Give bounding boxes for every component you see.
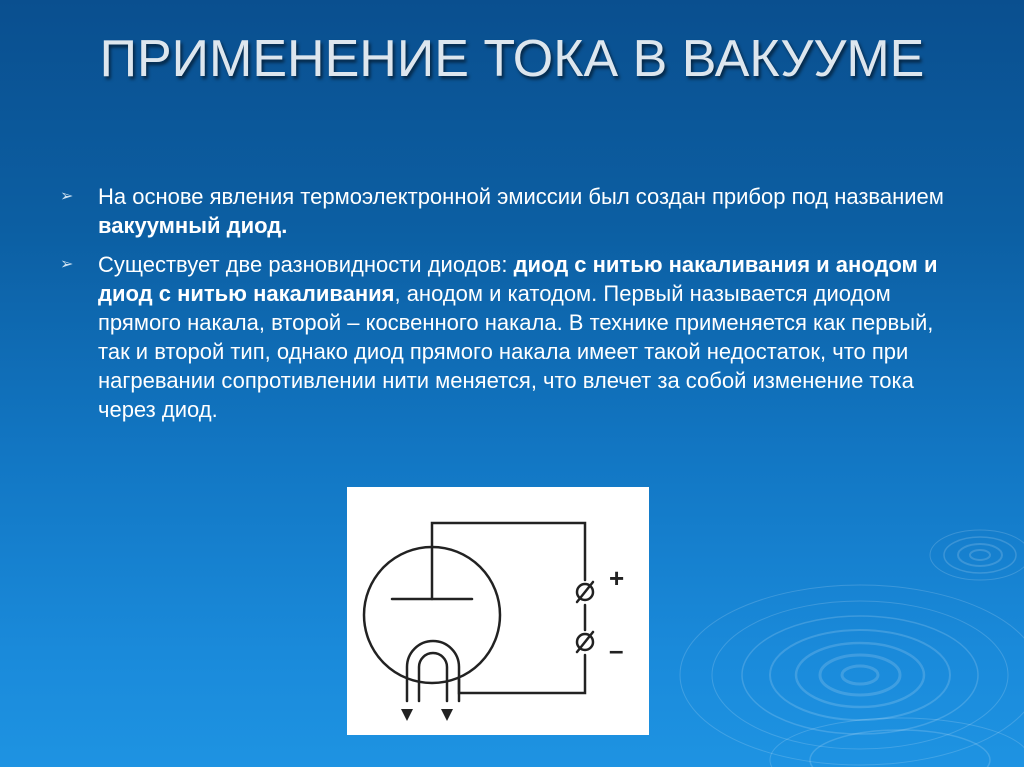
slide-title: ПРИМЕНЕНИЕ ТОКА В ВАКУУМЕ (99, 30, 925, 88)
bullet-item (60, 182, 960, 240)
arrow-down-icon (441, 709, 453, 721)
cathode-wire-icon (459, 655, 585, 693)
filament-inner-icon (419, 653, 447, 701)
bullet-text: На основе явления термоэлектронной эмиссии был создан прибор под названием (98, 184, 944, 209)
bullet-item (60, 250, 960, 424)
arrow-down-icon (401, 709, 413, 721)
bullet-bold-text: диод с нитью накаливания и анодом и диод с нитью накаливания (98, 252, 938, 306)
arrow-bullet-icon: ➢ (60, 256, 74, 273)
minus-label: – (609, 635, 624, 665)
filament-icon (407, 641, 459, 701)
bullet-list (60, 182, 960, 434)
bullet-text: , анодом и катодом. Первый называется диодом прямого накала, второй – косвенного накала. В технике применяется как первый, так и второй тип, однако диод прямого накала имеет такой недостаток, что при нагревании сопротивлении нити меняется, что влечет за собой изменение тока через диод. (98, 281, 934, 422)
plus-label: + (609, 563, 625, 593)
arrow-bullet-icon: ➢ (60, 188, 74, 205)
vacuum-diode-diagram (347, 487, 649, 735)
diode-circuit-svg (347, 487, 649, 735)
bullet-text: Существует две разновидности диодов: (98, 252, 514, 277)
anode-wire-icon (432, 523, 585, 599)
bullet-bold-text: вакуумный диод. (98, 213, 288, 238)
